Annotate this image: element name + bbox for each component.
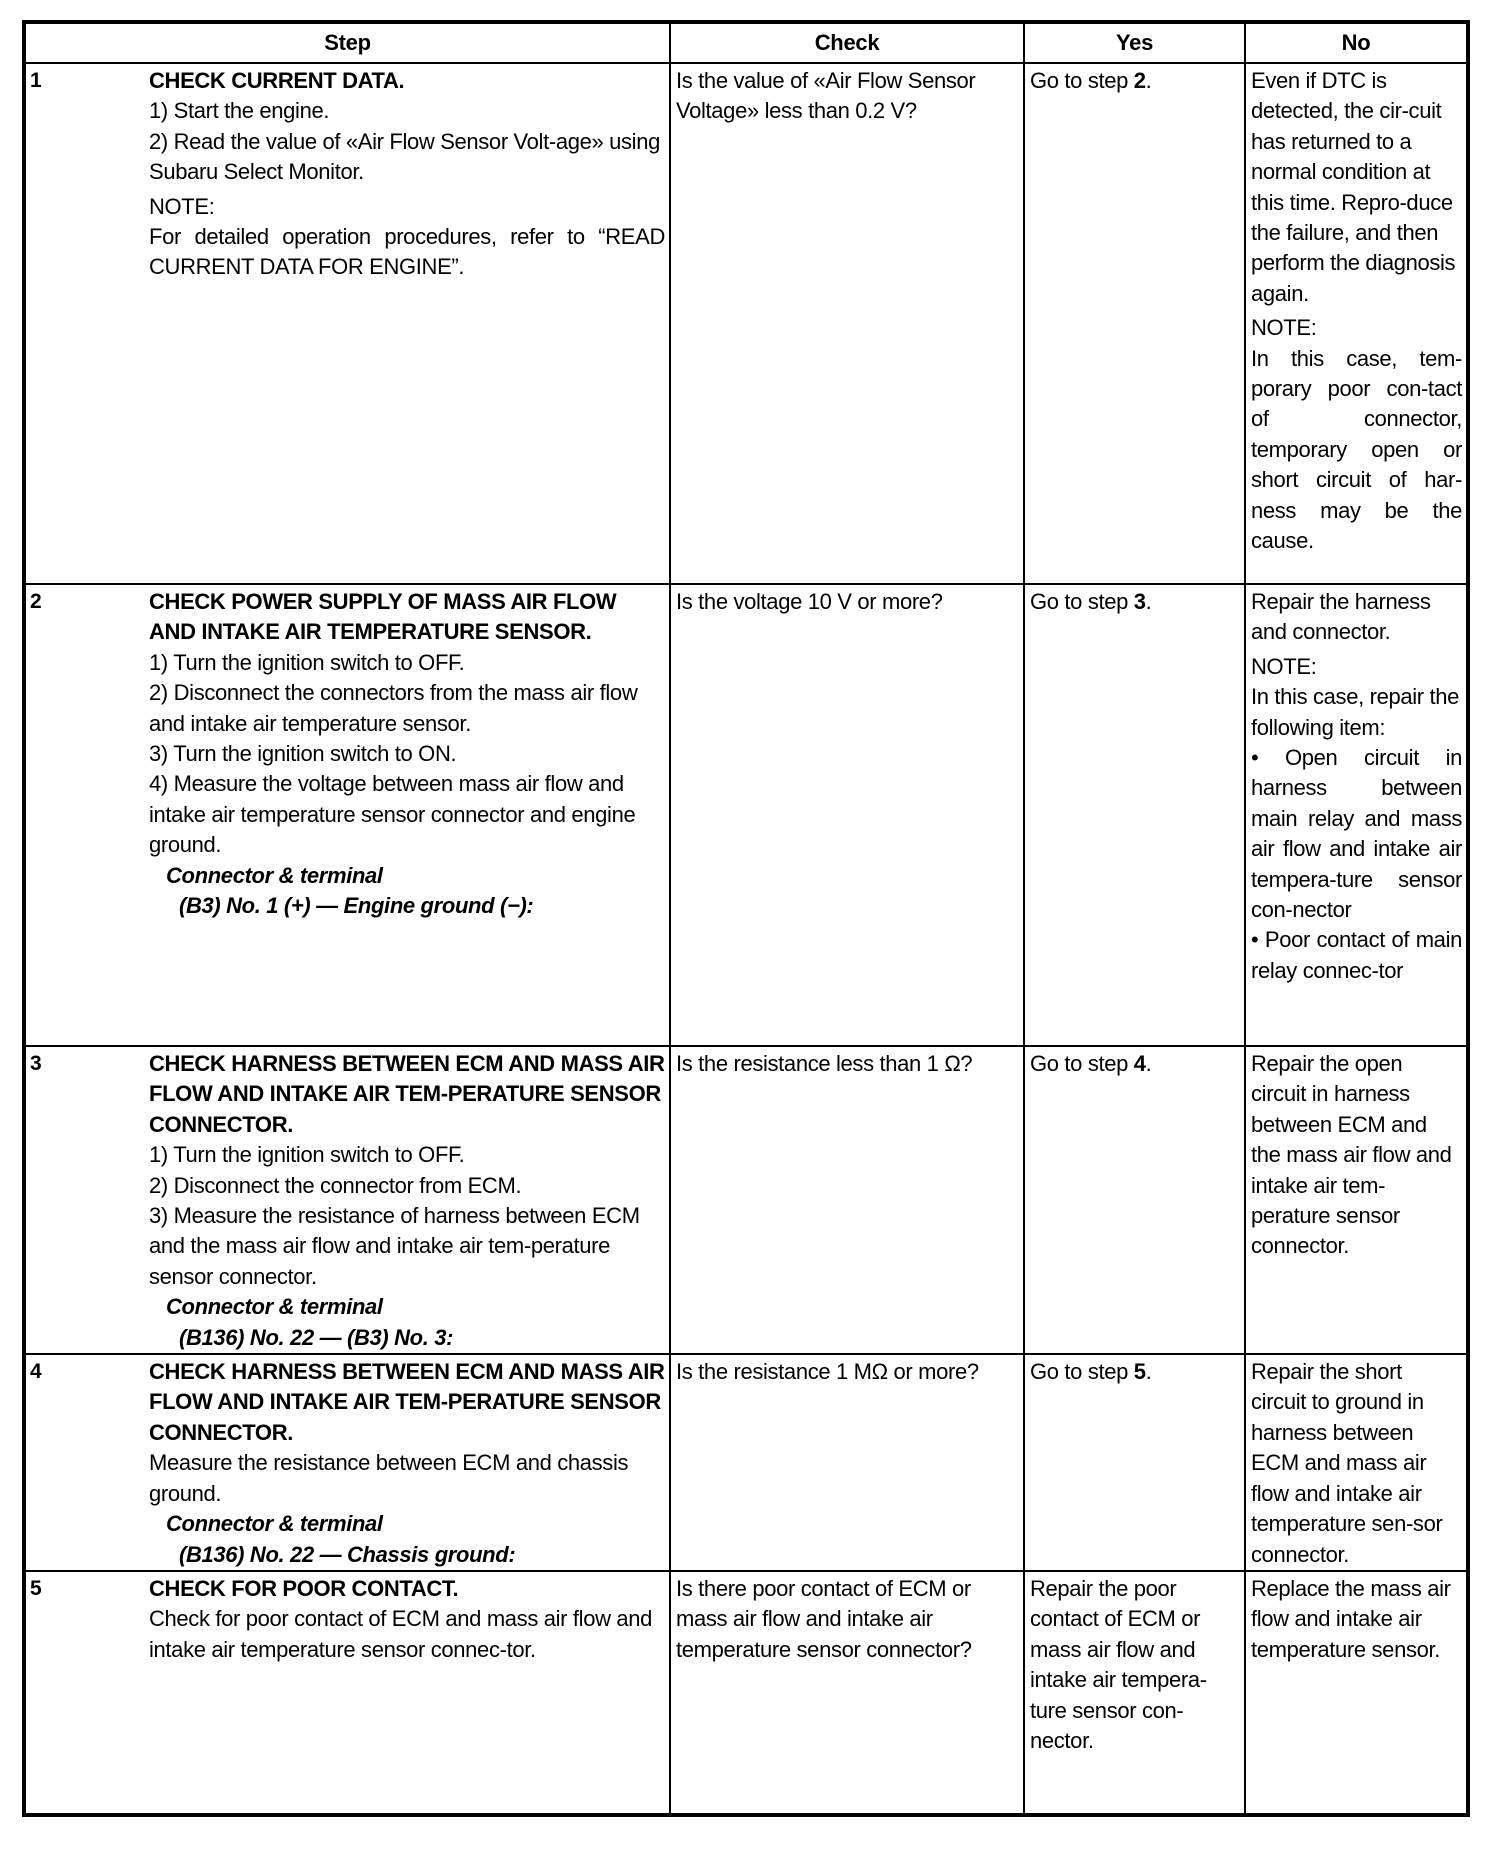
connector-terminal-value: (B136) No. 22 — (B3) No. 3: xyxy=(179,1324,454,1350)
no-action: Replace the mass air flow and intake air temperature sensor. xyxy=(1251,1575,1451,1662)
check-question: Is the value of «Air Flow Sensor Voltage» less than 0.2 V? xyxy=(676,68,976,124)
bullet-item: • Open circuit in harness between main relay and mass air flow and intake air tempera-ture sensor con-nector xyxy=(1251,745,1462,923)
column-header-no: No xyxy=(1245,22,1468,63)
column-header-step: Step xyxy=(24,22,670,63)
yes-action: Repair the poor contact of ECM or mass air flow and intake air tempera-ture sensor con-nector. xyxy=(1030,1575,1207,1753)
step-instruction: 2) Disconnect the connectors from the mass air flow and intake air temperature sensor. xyxy=(149,680,638,736)
yes-cell xyxy=(1024,584,1245,1046)
step-cell xyxy=(24,63,670,584)
yes-cell xyxy=(1024,1354,1245,1571)
no-cell xyxy=(1245,63,1468,584)
check-question: Is the resistance 1 MΩ or more? xyxy=(676,1359,979,1385)
step-instruction: 3) Measure the resistance of harness between ECM and the mass air flow and intake air tem-perature sensor connector. xyxy=(149,1203,640,1289)
connector-terminal-label: Connector & terminal xyxy=(166,1511,383,1537)
step-title: CHECK POWER SUPPLY OF MASS AIR FLOW AND INTAKE AIR TEMPERATURE SENSOR. xyxy=(149,589,617,645)
step-instruction: Measure the resistance between ECM and chassis ground. xyxy=(149,1450,629,1506)
connector-terminal-label: Connector & terminal xyxy=(166,1294,383,1320)
no-cell xyxy=(1245,1571,1468,1815)
step-number: 2 xyxy=(30,590,42,613)
column-header-check: Check xyxy=(670,22,1024,63)
step-instruction: 2) Disconnect the connector from ECM. xyxy=(149,1172,522,1198)
no-action: Even if DTC is detected, the cir-cuit has returned to a normal condition at this time. Repro-duce the failure, and then perform the diagnosis again. xyxy=(1251,68,1456,306)
check-question: Is the resistance less than 1 Ω? xyxy=(676,1051,973,1076)
check-cell xyxy=(670,584,1024,1046)
check-cell xyxy=(670,1046,1024,1354)
connector-terminal-value: (B136) No. 22 — Chassis ground: xyxy=(179,1541,516,1567)
step-title: CHECK FOR POOR CONTACT. xyxy=(149,1575,459,1601)
step-number: 1 xyxy=(30,69,42,92)
go-to-step-number: 4 xyxy=(1133,1051,1146,1076)
table-header-row xyxy=(24,22,1468,63)
step-instruction: 1) Start the engine. xyxy=(149,98,330,124)
table-row xyxy=(24,584,1468,1046)
step-number: 3 xyxy=(30,1052,42,1075)
note-label: NOTE: xyxy=(1251,315,1317,341)
step-instruction: 3) Turn the ignition switch to ON. xyxy=(149,741,457,767)
column-header-yes: Yes xyxy=(1024,22,1245,63)
connector-terminal-label: Connector & terminal xyxy=(166,862,383,888)
go-to-step-number: 2 xyxy=(1133,68,1146,93)
yes-cell xyxy=(1024,1046,1245,1354)
step-instruction: 4) Measure the voltage between mass air flow and intake air temperature sensor connector and engine ground. xyxy=(149,771,636,858)
no-cell xyxy=(1245,584,1468,1046)
step-number: 4 xyxy=(30,1360,42,1384)
no-action: Repair the harness and connector. xyxy=(1251,589,1431,645)
step-instruction: 1) Turn the ignition switch to OFF. xyxy=(149,649,465,675)
note-label: NOTE: xyxy=(1251,653,1317,679)
step-instruction: Check for poor contact of ECM and mass air flow and intake air temperature sensor connec-tor. xyxy=(149,1606,653,1662)
table-row xyxy=(24,1046,1468,1354)
table-row xyxy=(24,1571,1468,1815)
yes-cell xyxy=(1024,63,1245,584)
no-cell xyxy=(1245,1354,1468,1571)
diagnostic-procedure-table xyxy=(22,20,1470,1817)
yes-action: Go to step 4. xyxy=(1030,1051,1152,1076)
bullet-item: • Poor contact of main relay connec-tor xyxy=(1251,927,1462,983)
note-text: In this case, tem-porary poor con-tact of connector, temporary open or short circuit of har-ness may be the cause. xyxy=(1251,345,1462,554)
go-to-step-number: 3 xyxy=(1133,589,1146,614)
step-cell xyxy=(24,1046,670,1354)
no-action: Repair the short circuit to ground in harness between ECM and mass air flow and intake air temperature sen-sor connector. xyxy=(1251,1359,1443,1567)
yes-action: Go to step 2. xyxy=(1030,68,1152,93)
no-cell xyxy=(1245,1046,1468,1354)
step-instruction: 2) Read the value of «Air Flow Sensor Volt-age» using Subaru Select Monitor. xyxy=(149,128,660,185)
yes-cell xyxy=(1024,1571,1245,1815)
step-cell xyxy=(24,1571,670,1815)
check-question: Is the voltage 10 V or more? xyxy=(676,589,943,614)
step-number: 5 xyxy=(30,1576,42,1600)
step-title: CHECK HARNESS BETWEEN ECM AND MASS AIR FLOW AND INTAKE AIR TEM-PERATURE SENSOR CONNECTOR. xyxy=(149,1051,665,1137)
table-row xyxy=(24,63,1468,584)
note-text: In this case, repair the following item: xyxy=(1251,684,1460,740)
step-instruction: 1) Turn the ignition switch to OFF. xyxy=(149,1142,465,1168)
step-cell xyxy=(24,584,670,1046)
check-cell xyxy=(670,63,1024,584)
note-label: NOTE: xyxy=(149,193,215,219)
yes-action: Go to step 5. xyxy=(1030,1359,1152,1385)
yes-action: Go to step 3. xyxy=(1030,589,1152,614)
table-row xyxy=(24,1354,1468,1571)
check-cell xyxy=(670,1354,1024,1571)
note-text: For detailed operation procedures, refer to “READ CURRENT DATA FOR ENGINE”. xyxy=(149,224,665,280)
step-title: CHECK CURRENT DATA. xyxy=(149,68,405,93)
connector-terminal-value: (B3) No. 1 (+) — Engine ground (−): xyxy=(179,893,534,919)
step-cell xyxy=(24,1354,670,1571)
go-to-step-number: 5 xyxy=(1133,1359,1146,1385)
check-question: Is there poor contact of ECM or mass air flow and intake air temperature sensor connector? xyxy=(676,1575,972,1662)
step-title: CHECK HARNESS BETWEEN ECM AND MASS AIR FLOW AND INTAKE AIR TEM-PERATURE SENSOR CONNECTOR. xyxy=(149,1359,665,1445)
no-action: Repair the open circuit in harness between ECM and the mass air flow and intake air tem-perature sensor connector. xyxy=(1251,1051,1452,1259)
check-cell xyxy=(670,1571,1024,1815)
